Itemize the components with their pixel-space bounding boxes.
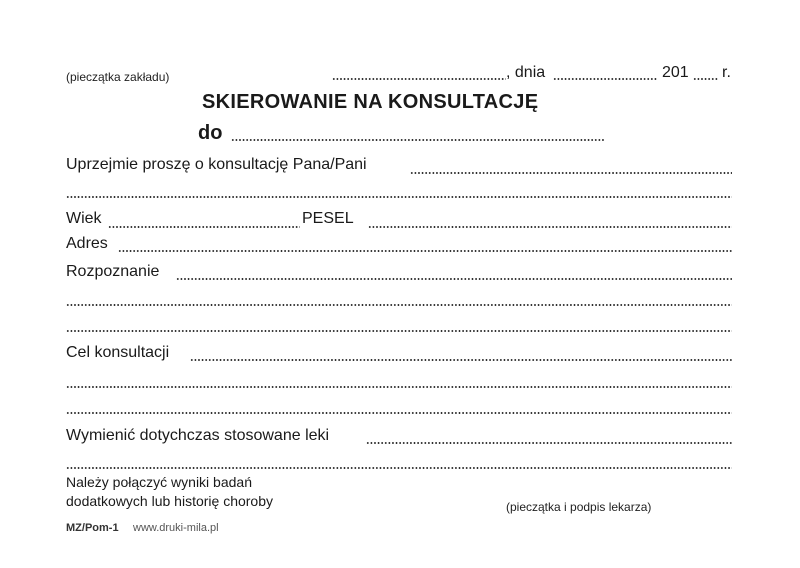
medications-field[interactable] [366, 442, 732, 444]
patient-name-field-line2[interactable] [66, 196, 732, 198]
place-field[interactable] [332, 78, 506, 80]
recipient-field[interactable] [231, 139, 605, 141]
attachments-note-line1: Należy połączyć wyniki badań [66, 474, 252, 490]
medications-field-line2[interactable] [66, 467, 732, 469]
date-prefix: , dnia [506, 64, 546, 81]
medications-label: Wymienić dotychczas stosowane leki [66, 427, 330, 444]
diagnosis-field-line3[interactable] [66, 330, 732, 332]
purpose-field[interactable] [190, 359, 732, 361]
year-field[interactable] [693, 78, 719, 80]
pesel-label: PESEL [302, 210, 354, 227]
address-field[interactable] [118, 250, 732, 252]
to-label: do [198, 122, 223, 144]
attachments-note-line2: dodatkowych lub historię choroby [66, 493, 274, 509]
doctor-stamp-signature-label: (pieczątka i podpis lekarza) [506, 500, 652, 514]
patient-name-field[interactable] [410, 172, 732, 174]
publisher-website: www.druki-mila.pl [133, 522, 219, 534]
request-label: Uprzejmie proszę o konsultację Pana/Pani [66, 156, 367, 173]
address-label: Adres [66, 235, 108, 252]
pesel-field[interactable] [368, 226, 732, 228]
year-prefix: 201 [662, 64, 689, 81]
year-suffix: r. [722, 64, 731, 81]
diagnosis-label: Rozpoznanie [66, 263, 160, 280]
form-code: MZ/Pom-1 [66, 522, 119, 534]
diagnosis-field-line2[interactable] [66, 304, 732, 306]
age-label: Wiek [66, 210, 102, 227]
institution-stamp-label: (pieczątka zakładu) [66, 70, 170, 84]
diagnosis-field[interactable] [176, 278, 732, 280]
date-field[interactable] [553, 78, 657, 80]
age-field[interactable] [108, 226, 300, 228]
purpose-field-line2[interactable] [66, 386, 732, 388]
purpose-label: Cel konsultacji [66, 344, 170, 361]
form-title: SKIEROWANIE NA KONSULTACJĘ [202, 91, 539, 113]
purpose-field-line3[interactable] [66, 412, 732, 414]
